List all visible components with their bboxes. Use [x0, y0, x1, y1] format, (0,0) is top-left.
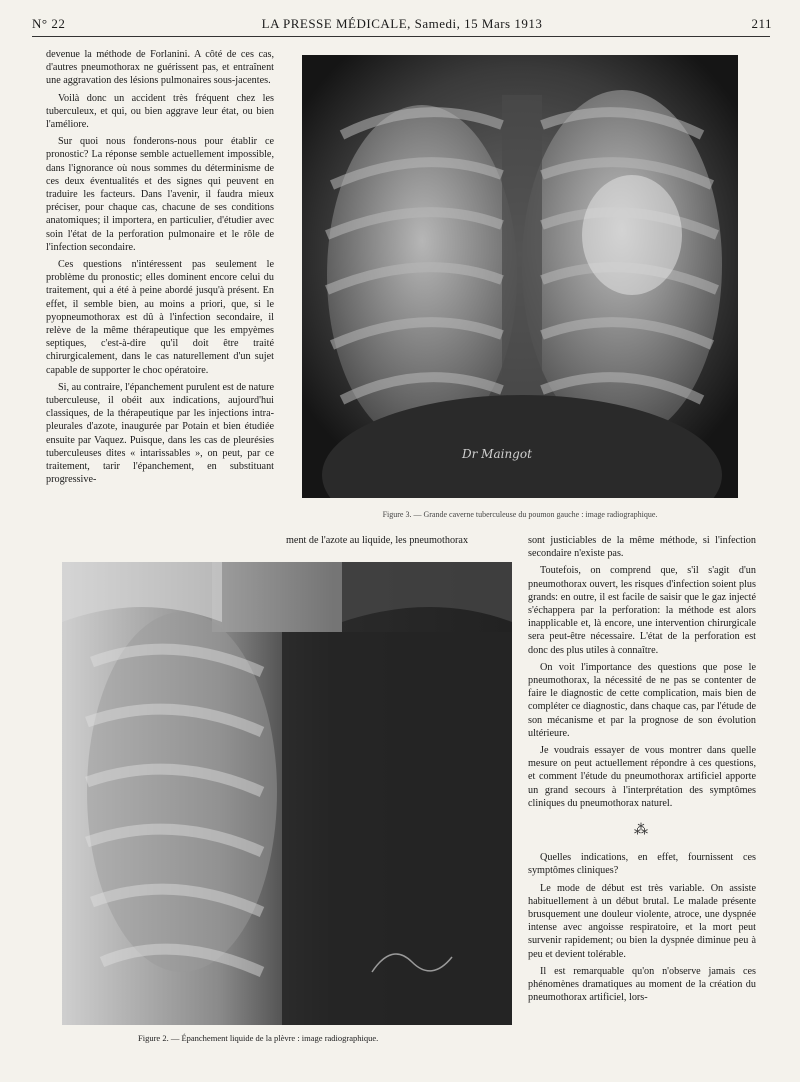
header-rule — [32, 36, 770, 37]
journal-title: LA PRESSE MÉDICALE, Samedi, 15 Mars 1913 — [261, 16, 543, 31]
middle-continuation-line: ment de l'azote au liquide, les pneumothorax — [286, 535, 469, 546]
left-paragraph-2: Voilà donc un accident très fréquent chez les tuberculeux, et qui, ou bien aggrave leur état, ou bien l'améliore. — [46, 92, 274, 131]
issue-number: N° 22 — [32, 16, 66, 31]
left-paragraph-4: Ces questions n'intéressent pas seulement le problème du pronostic; elles dominent encore celui du traitement, qui a été à peine abordé jusqu'à présent. En effet, il semble bien, au moins a priori, que, si le pyopneumothorax est dû à l'infection secondaire, il relève de la même thérapeutique que les empyèmes septiques, c'est-à-dire qu'il doit être traité chirurgicalement, dans le cas naturellement d'un sujet capable de supporter le choc opératoire. — [46, 259, 274, 376]
figure-3-signature: Dr Maingot — [462, 447, 532, 461]
figure-3-radiograph — [302, 55, 738, 498]
right-column — [528, 534, 756, 1009]
figure-2-radiograph — [62, 562, 512, 1025]
figure-3-image — [302, 55, 738, 498]
right-paragraph-3: On voit l'importance des questions que pose le pneumothorax, la nécessité de ne pas se contenter de faire le diagnostic de cette complication, mais bien de compléter ce diagnostic, dans chaque cas, par l'étude de son mécanisme et par la prognose de son évolution ultérieure. — [528, 661, 756, 739]
right-paragraph-7: Il est remarquable qu'on n'observe jamais ces phénomènes dramatiques au moment de la création du pneumothorax artificiel, lors- — [528, 965, 756, 1004]
right-paragraph-4: Je voudrais essayer de vous montrer dans quelle mesure on peut actuellement répondre à ces questions, et comment l'étude du pneumothorax artificiel apporte un grand secours à l'interprétation des symptômes cliniques du pneumothorax naturel. — [528, 745, 756, 809]
right-paragraph-6: Le mode de début est très variable. On assiste habituellement à un début brutal. Le malade présente brusquement une douleur violente, atroce, une dyspnée intense avec angoisse respiratoire, et la mort peut survenir rapidement; ou bien la dyspnée diminue peu à peu et devient tolérable. — [528, 882, 756, 960]
figure-2-caption: Figure 2. — Épanchement liquide de la plèvre : image radiographique. — [138, 1033, 379, 1043]
left-column — [46, 48, 274, 491]
right-paragraph-2: Toutefois, on comprend que, s'il s'agit d'un pneumothorax ouvert, les risques d'infection soient plus grands: en outre, il est facile de saisir que le gaz injecté s'échappera par la perforation: la méthode est alors inapplicable et, là encore, une intervention chirurgicale sera peut-être nécessaire. L'état de la perforation est donc des plus utiles à connaître. — [528, 565, 756, 656]
figure-2-image — [62, 562, 512, 1025]
page-header — [32, 16, 772, 36]
section-separator: ⁂ — [634, 823, 650, 839]
right-paragraph-1: sont justiciables de la même méthode, si l'infection secondaire n'existe pas. — [528, 535, 756, 560]
left-paragraph-1: devenue la méthode de Forlanini. A côté de ces cas, d'autres pneumothorax ne guérissent pas, et entraînent une aggravation des lésions pulmonaires sous-jacentes. — [46, 49, 274, 87]
page-number: 211 — [751, 16, 772, 31]
right-paragraph-5: Quelles indications, en effet, fournissent ces symptômes cliniques? — [528, 852, 756, 877]
left-paragraph-5: Si, au contraire, l'épanchement purulent est de nature tuberculeuse, il obéit aux indications, aujourd'hui classiques, de la thérapeutique par les injections intra-pleurales d'azote, inaugurée par Potain et bien étudiée ensuite par Vaquez. Puisque, dans les cas de pleurésies tuberculeuses dites « intarissables », on peut, par ce traitement, tarir l'épanchement, en substituant progressive- — [46, 381, 274, 486]
left-paragraph-3: Sur quoi nous fonderons-nous pour établir ce pronostic? La réponse semble actuellement impossible, dans l'ignorance où nous sommes du déterminisme de ces deux éventualités et des signes qui peuvent en traduire les facteurs. Dans l'avenir, il faudra mieux préciser, pour chaque cas, chacune de ses conditions anatomiques; il importera, en particulier, d'étudier avec soin l'état de la perforation pulmonaire et le rôle de l'infection secondaire. — [46, 136, 274, 253]
figure-3-caption: Figure 3. — Grande caverne tuberculeuse du poumon gauche : image radiographique. — [382, 510, 658, 519]
